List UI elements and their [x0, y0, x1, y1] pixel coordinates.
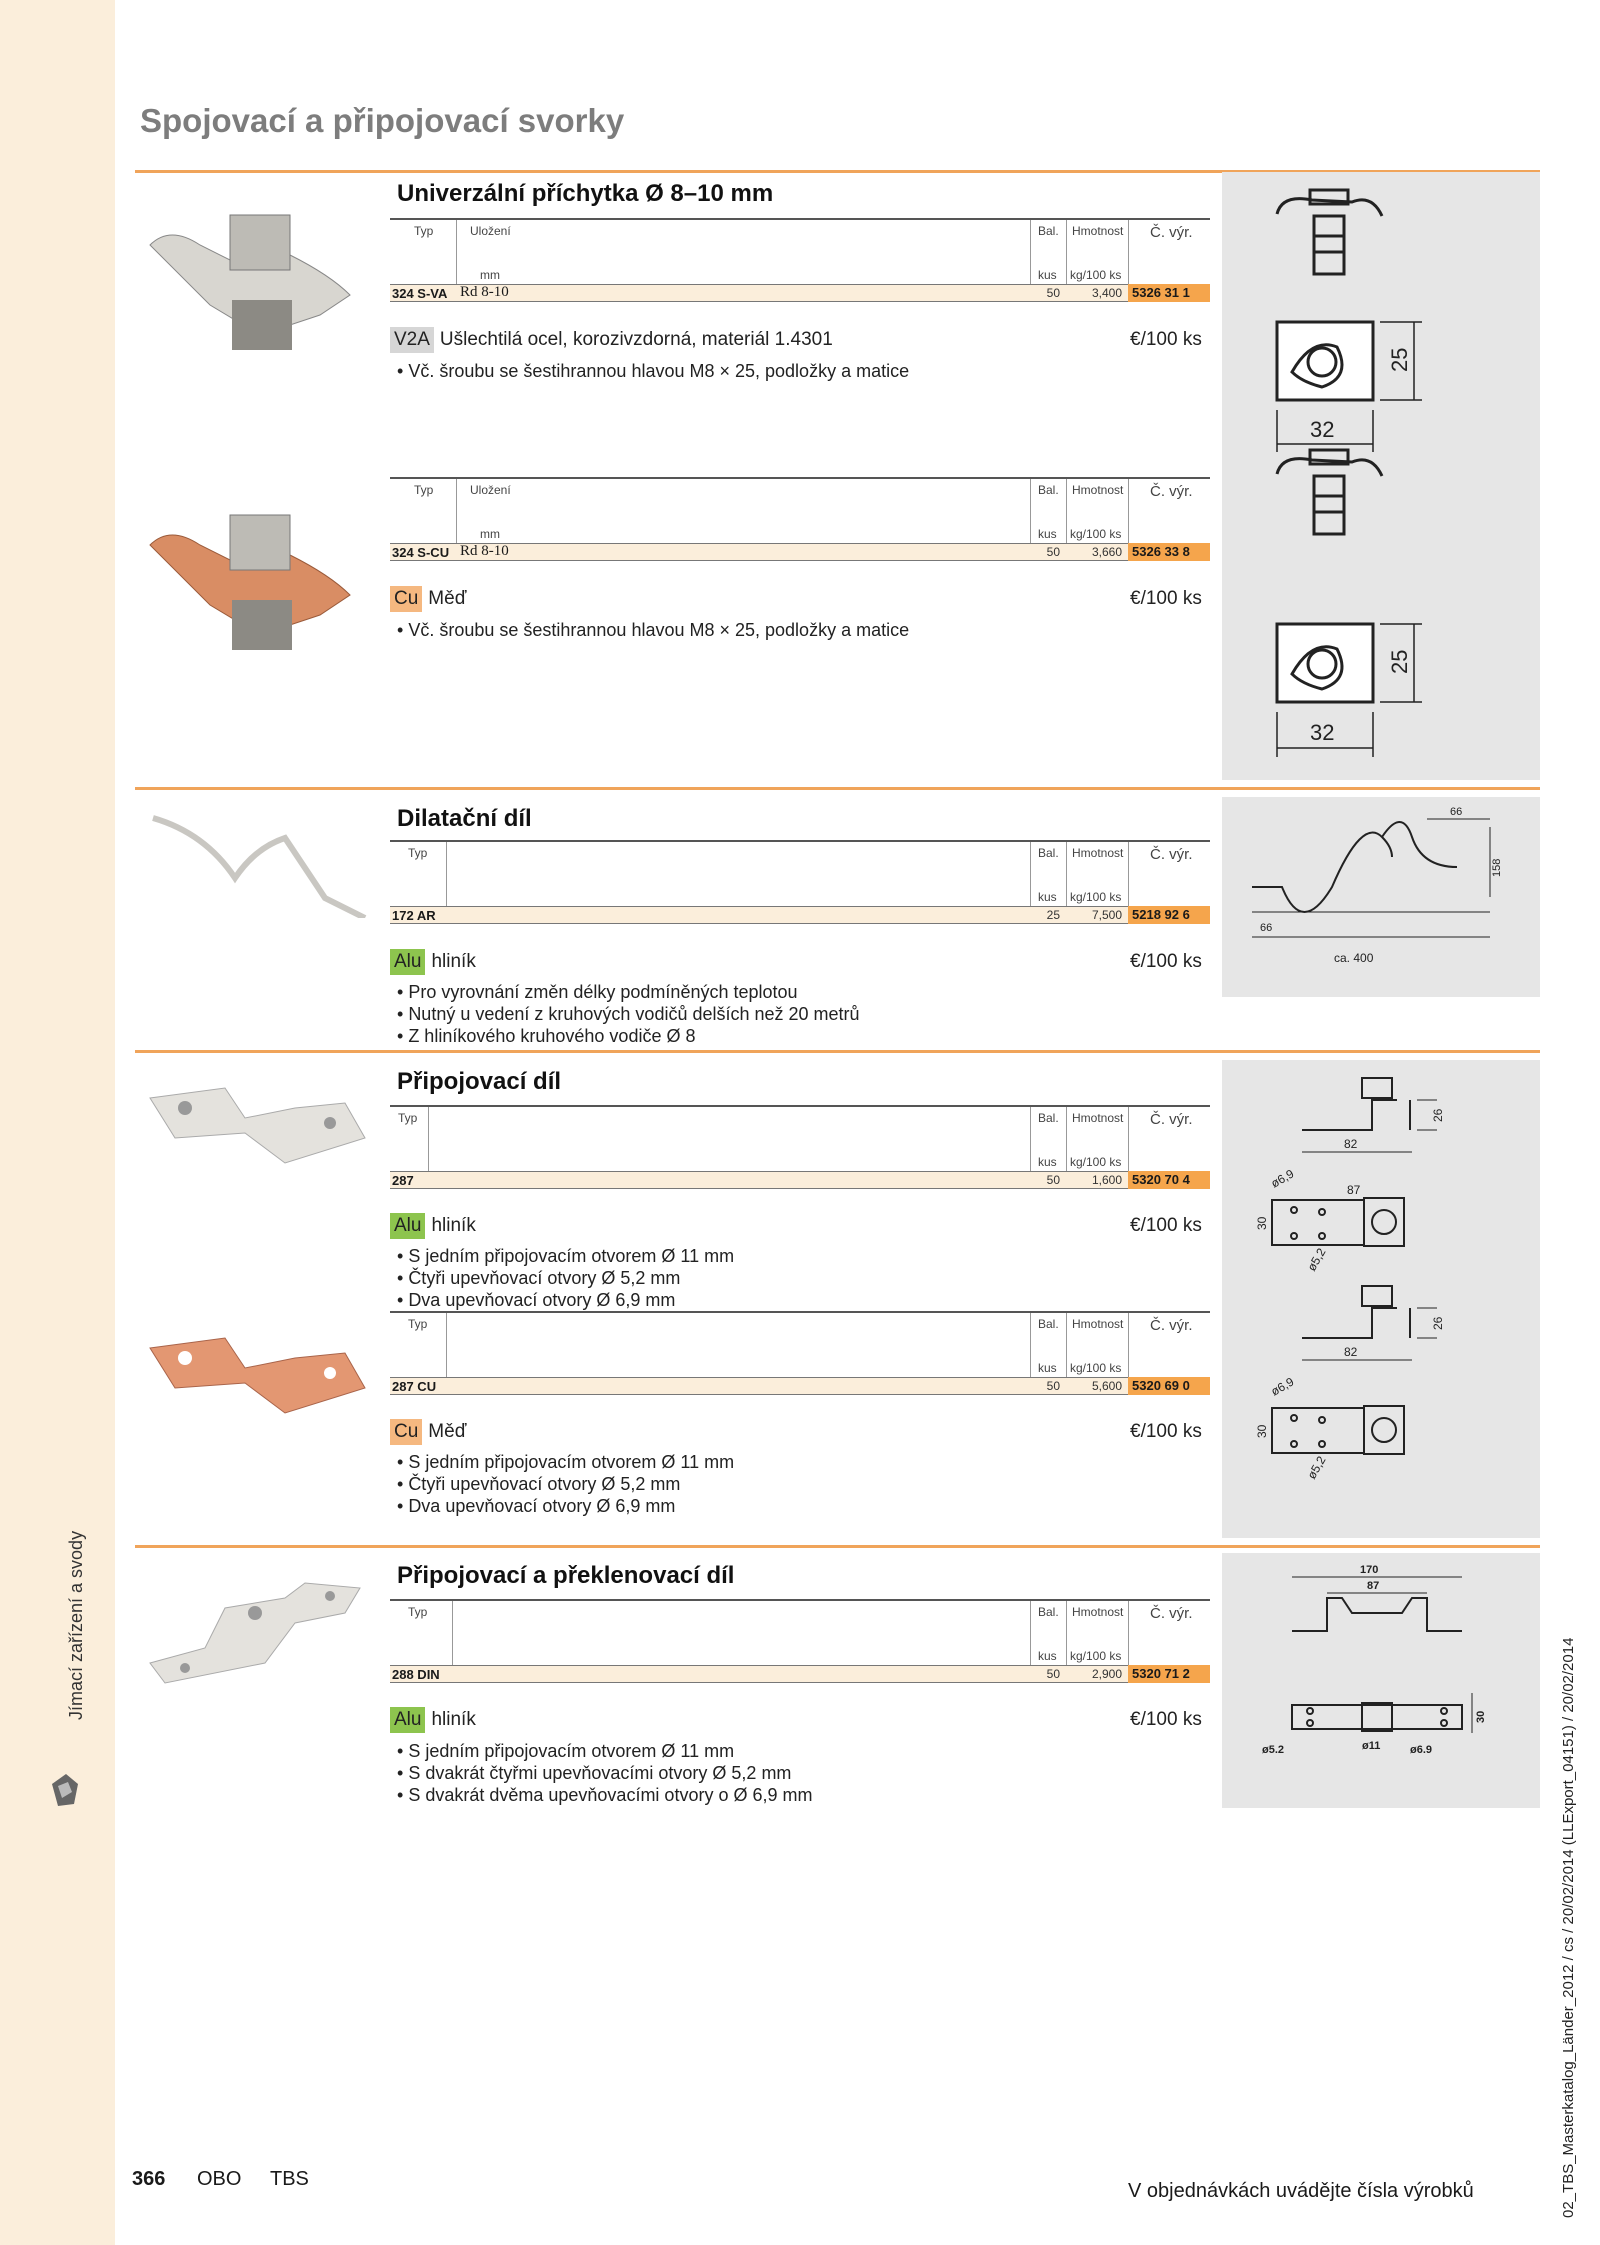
svg-text:ø5,2: ø5,2 [1304, 1453, 1329, 1482]
product-table: Typ Bal. Hmotnost Č. výr. kus kg/100 ks 288 DIN 50 2,900 5320 71 2 [390, 1599, 1210, 1681]
svg-text:82: 82 [1344, 1137, 1358, 1151]
material-line [390, 327, 833, 353]
product-type: 287 CU [392, 1379, 437, 1394]
material-line [390, 1419, 466, 1445]
product-row [390, 284, 1210, 302]
material-text: Měď [428, 1421, 467, 1442]
package-qty: 25 [1046, 908, 1060, 922]
price-unit: €/100 ks [1130, 1709, 1202, 1730]
dim-height: 25 [1387, 347, 1412, 372]
product-table: Typ Bal. Hmotnost Č. výr. kus kg/100 ks 287 50 1,600 5320 70 4 [390, 1105, 1210, 1187]
section-divider [135, 1545, 1540, 1548]
feature-item: • S jedním připojovacím otvorem Ø 11 mm [397, 1740, 812, 1762]
svg-text:ø5.2: ø5.2 [1262, 1744, 1285, 1756]
svg-text:26: 26 [1431, 1108, 1445, 1122]
product-fit: Rd 8-10 [460, 543, 509, 559]
svg-text:ø5,2: ø5,2 [1304, 1245, 1329, 1274]
svg-text:30: 30 [1475, 1710, 1487, 1723]
product-row [390, 1665, 1210, 1683]
feature-item: • Nutný u vedení z kruhových vodičů delších než 20 metrů [397, 1003, 860, 1025]
clamp-side-drawing [1277, 450, 1382, 534]
material-line [390, 1213, 476, 1239]
svg-text:ø6,9: ø6,9 [1268, 1374, 1297, 1399]
product-type: 287 [392, 1173, 414, 1188]
material-code: V2A [390, 327, 434, 353]
product-type: 172 AR [392, 908, 436, 923]
dim-width: 32 [1310, 417, 1335, 442]
dim-length: ca. 400 [1334, 951, 1374, 965]
feature-list [397, 1451, 734, 1517]
weight: 3,400 [1091, 286, 1122, 300]
material-code: Cu [390, 586, 422, 612]
connector-top-drawing [1272, 1198, 1404, 1246]
product-table: Typ Uložení Bal. Hmotnost Č. výr. mm kus kg/100 ks 324 S-CU Rd 8-10 50 3,660 5326 33 8 [390, 477, 1210, 559]
weight: 7,500 [1091, 908, 1122, 922]
drawing-panel [1222, 797, 1540, 997]
svg-text:30: 30 [1255, 1216, 1269, 1230]
dim-top: 66 [1450, 806, 1463, 818]
feature-item: • Z hliníkového kruhového vodiče Ø 8 [397, 1025, 860, 1047]
clamp-top-drawing [1277, 322, 1373, 400]
drawing-panel [1222, 172, 1540, 780]
feature-item: • S dvakrát dvěma upevňovacími otvory o Ø 6,9 mm [397, 1784, 812, 1806]
svg-text:26: 26 [1431, 1316, 1445, 1330]
footer-line: TBS [270, 2168, 309, 2190]
feature-list [397, 619, 909, 641]
section-divider [135, 1050, 1540, 1053]
material-text: hliník [431, 1709, 476, 1730]
product-type: 324 S-VA [392, 286, 448, 301]
material-text: Měď [428, 588, 467, 609]
weight: 3,660 [1091, 545, 1122, 559]
svg-text:170: 170 [1360, 1564, 1379, 1576]
package-qty: 50 [1046, 545, 1060, 559]
product-row [390, 1171, 1210, 1189]
drawing-panel [1222, 1060, 1540, 1538]
clamp-side-drawing [1277, 190, 1382, 274]
section-title: Připojovací a překlenovací díl [397, 1562, 735, 1589]
product-table: Typ Bal. Hmotnost Č. výr. kus kg/100 ks 287 CU 50 5,600 5320 69 0 [390, 1311, 1210, 1393]
weight: 1,600 [1091, 1173, 1122, 1187]
chapter-label: Jímací zařízení a svody [66, 1530, 86, 1720]
dim-offset: 66 [1260, 922, 1273, 934]
feature-list [397, 360, 909, 382]
product-photo-clamp-steel [140, 205, 365, 365]
svg-text:87: 87 [1347, 1183, 1361, 1197]
feature-item: • Dva upevňovací otvory Ø 6,9 mm [397, 1495, 734, 1517]
article-number: 5320 69 0 [1128, 1377, 1210, 1395]
dim-width: 32 [1310, 720, 1335, 745]
product-table: Typ Uložení Bal. Hmotnost Č. výr. mm kus kg/100 ks 324 S-VA Rd 8-10 50 3,400 5326 31 1 [390, 218, 1210, 300]
feature-item: • Čtyři upevňovací otvory Ø 5,2 mm [397, 1267, 734, 1289]
bridge-side-drawing [1292, 1598, 1462, 1631]
footer-brand: OBO [197, 2168, 242, 2190]
article-number: 5320 71 2 [1128, 1665, 1210, 1683]
feature-item: • Čtyři upevňovací otvory Ø 5,2 mm [397, 1473, 734, 1495]
footer-note: V objednávkách uvádějte čísla výrobků [1128, 2180, 1474, 2202]
lightning-rod-icon [48, 1770, 82, 1810]
material-text: hliník [431, 1215, 476, 1236]
package-qty: 50 [1046, 1667, 1060, 1681]
package-qty: 50 [1046, 286, 1060, 300]
dim-height: 158 [1491, 858, 1503, 877]
print-metadata: 02_TBS_Masterkatalog_Länder_2012 / cs / 20/02/2014 (LLExport_04151) / 20/02/2014 [1560, 1637, 1577, 2218]
feature-list [397, 981, 860, 1047]
drawing-panel [1222, 1553, 1540, 1808]
product-photo-connector-copper [145, 1318, 370, 1428]
feature-item: • S jedním připojovacím otvorem Ø 11 mm [397, 1245, 734, 1267]
section-title: Univerzální příchytka Ø 8–10 mm [397, 180, 774, 207]
feature-item: • Pro vyrovnání změn délky podmíněných teplotou [397, 981, 860, 1003]
product-row [390, 1377, 1210, 1395]
article-number: 5320 70 4 [1128, 1171, 1210, 1189]
feature-list [397, 1740, 812, 1806]
price-unit: €/100 ks [1130, 1421, 1202, 1442]
feature-item: • S jedním připojovacím otvorem Ø 11 mm [397, 1451, 734, 1473]
price-unit: €/100 ks [1130, 329, 1202, 350]
material-line [390, 949, 476, 975]
svg-text:ø6,9: ø6,9 [1268, 1166, 1297, 1191]
feature-item: • Vč. šroubu se šestihrannou hlavou M8 × 25, podložky a matice [397, 360, 909, 382]
material-text: hliník [431, 951, 476, 972]
clamp-top-drawing [1277, 624, 1373, 702]
product-type: 288 DIN [392, 1667, 440, 1682]
article-number: 5218 92 6 [1128, 906, 1210, 924]
material-code: Alu [390, 1213, 425, 1239]
feature-item: • Vč. šroubu se šestihrannou hlavou M8 × 25, podložky a matice [397, 619, 909, 641]
price-unit: €/100 ks [1130, 588, 1202, 609]
section-title: Připojovací díl [397, 1068, 562, 1095]
material-code: Alu [390, 1707, 425, 1733]
weight: 2,900 [1091, 1667, 1122, 1681]
connector-side-drawing [1302, 1078, 1410, 1130]
product-fit: Rd 8-10 [460, 284, 509, 300]
dim-height: 25 [1387, 649, 1412, 674]
product-table: Typ Bal. Hmotnost Č. výr. kus kg/100 ks 172 AR 25 7,500 5218 92 6 [390, 840, 1210, 922]
material-text: Ušlechtilá ocel, korozivzdorná, materiál 1.4301 [439, 329, 833, 350]
article-number: 5326 31 1 [1128, 284, 1210, 302]
page-number: 366 [132, 2168, 166, 2190]
svg-text:30: 30 [1255, 1424, 1269, 1438]
page-title: Spojovací a připojovací svorky [140, 102, 625, 139]
package-qty: 50 [1046, 1379, 1060, 1393]
section-divider [135, 787, 1540, 790]
article-number: 5326 33 8 [1128, 543, 1210, 561]
product-photo-connector-alu [145, 1068, 370, 1178]
material-line [390, 586, 466, 612]
package-qty: 50 [1046, 1173, 1060, 1187]
svg-text:ø11: ø11 [1362, 1740, 1381, 1752]
bridge-top-drawing [1292, 1703, 1462, 1731]
sidebar [0, 0, 115, 2245]
feature-item: • S dvakrát čtyřmi upevňovacími otvory Ø 5,2 mm [397, 1762, 812, 1784]
svg-text:ø6.9: ø6.9 [1410, 1744, 1433, 1756]
connector-side-drawing [1302, 1286, 1410, 1338]
connector-top-drawing [1272, 1406, 1404, 1454]
product-row [390, 543, 1210, 561]
product-photo-expansion-piece [145, 808, 370, 918]
svg-text:87: 87 [1367, 1580, 1380, 1592]
feature-list [397, 1245, 734, 1311]
weight: 5,600 [1091, 1379, 1122, 1393]
section-title: Dilatační díl [397, 805, 532, 832]
material-line [390, 1707, 476, 1733]
material-code: Cu [390, 1419, 422, 1445]
feature-item: • Dva upevňovací otvory Ø 6,9 mm [397, 1289, 734, 1311]
product-type: 324 S-CU [392, 545, 450, 560]
product-row [390, 906, 1210, 924]
svg-text:82: 82 [1344, 1345, 1358, 1359]
product-photo-clamp-copper [140, 505, 365, 665]
material-code: Alu [390, 949, 425, 975]
price-unit: €/100 ks [1130, 951, 1202, 972]
price-unit: €/100 ks [1130, 1215, 1202, 1236]
product-photo-bridging-piece [145, 1568, 370, 1688]
